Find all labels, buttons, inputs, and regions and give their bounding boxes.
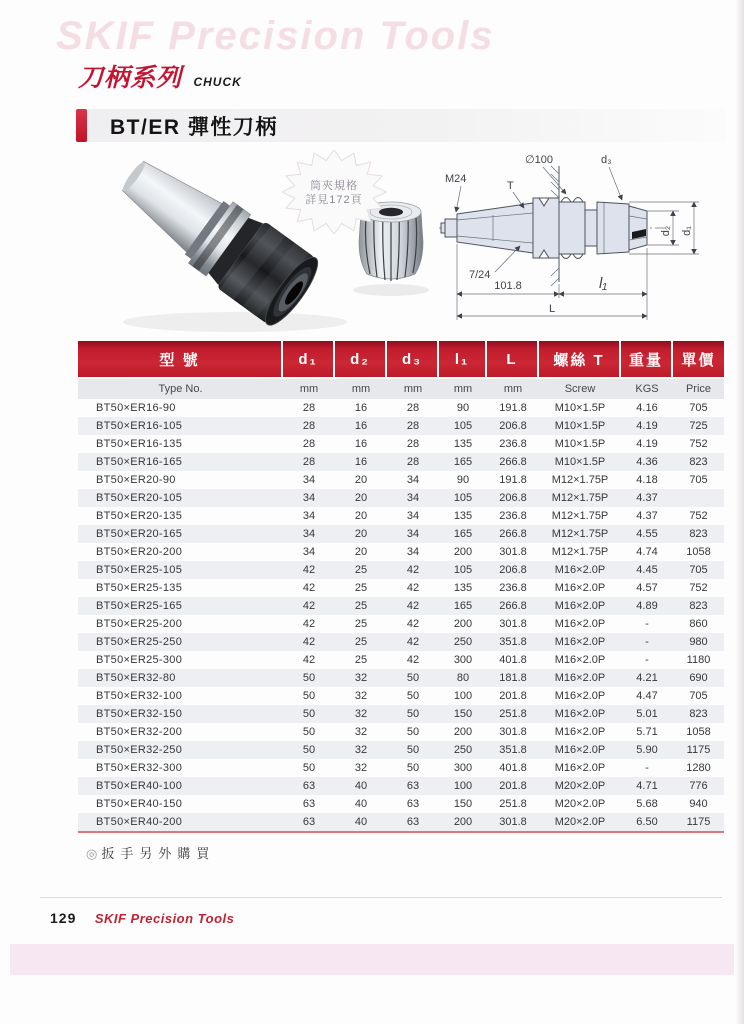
type-no-cell: BT50×ER16-165 (78, 453, 283, 471)
value-cell: 50 (387, 741, 439, 759)
series-subtitle: CHUCK (193, 75, 242, 89)
value-cell: 301.8 (499, 546, 527, 558)
type-no-cell: BT50×ER20-135 (96, 510, 183, 522)
type-no-cell: BT50×ER20-200 (96, 546, 183, 558)
value-cell: 135 (453, 582, 473, 594)
value-cell: 25 (335, 633, 387, 651)
value-cell: 28 (387, 417, 439, 435)
value-cell: 42 (302, 654, 316, 666)
value-cell: 28 (302, 402, 316, 414)
value-cell: 42 (406, 618, 420, 630)
spec-table (78, 341, 724, 833)
type-no-cell: BT50×ER25-200 (96, 618, 183, 630)
type-no-cell: BT50×ER25-300 (96, 654, 183, 666)
value-cell: 1175 (673, 813, 724, 831)
callout-line2: 詳見172頁 (305, 194, 363, 206)
value-cell: 25 (335, 597, 387, 615)
value-cell: 1180 (686, 654, 711, 666)
value-cell: 50 (406, 690, 420, 702)
value-cell: M16×2.0P (539, 561, 621, 579)
value-cell: 191.8 (499, 474, 527, 486)
table-units-row (78, 377, 724, 399)
type-no-cell: BT50×ER40-150 (96, 798, 183, 810)
starburst-shape (282, 150, 386, 234)
value-cell: 4.89 (621, 597, 673, 615)
type-no-cell: BT50×ER25-135 (96, 582, 183, 594)
value-cell: 301.8 (499, 618, 527, 630)
table-row (78, 687, 724, 705)
value-cell: 4.57 (636, 582, 658, 594)
value-cell: 752 (689, 438, 708, 450)
value-cell: 90 (456, 474, 470, 486)
footer-rule (40, 897, 722, 898)
page-number: 129 (50, 910, 77, 926)
value-cell: 4.47 (636, 690, 658, 702)
value-cell: 20 (354, 510, 368, 522)
table-row (78, 561, 724, 579)
value-cell: M16×2.0P (554, 654, 606, 666)
value-cell: 705 (689, 474, 708, 486)
value-cell: 28 (387, 453, 439, 471)
value-cell: 201.8 (487, 777, 539, 795)
value-cell: 752 (689, 582, 708, 594)
type-no-cell: BT50×ER25-105 (78, 561, 283, 579)
value-cell: 300 (453, 762, 473, 774)
value-cell: 34 (302, 510, 316, 522)
value-cell: 28 (406, 402, 420, 414)
value-cell: 181.8 (487, 669, 539, 687)
value-cell: 63 (387, 813, 439, 831)
value-cell: 63 (302, 798, 316, 810)
value-cell: 5.68 (636, 798, 658, 810)
value-cell: 401.8 (499, 762, 527, 774)
value-cell: 32 (335, 669, 387, 687)
value-cell: M10×1.5P (539, 453, 621, 471)
type-no-cell: BT50×ER25-165 (78, 597, 283, 615)
table-row (78, 471, 724, 489)
type-no-cell: BT50×ER32-200 (96, 726, 183, 738)
section-accent-bar (76, 109, 87, 142)
table-row (78, 543, 724, 561)
value-cell: 32 (335, 705, 387, 723)
table-row (78, 579, 724, 597)
type-no-cell: BT50×ER16-90 (96, 402, 176, 414)
value-cell: 135 (453, 510, 473, 522)
value-cell: M12×1.75P (539, 525, 621, 543)
value-cell: 4.16 (636, 402, 658, 414)
value-cell: 206.8 (487, 417, 539, 435)
value-cell: 980 (673, 633, 724, 651)
col-unit-5: mm (487, 377, 539, 399)
value-cell: 4.18 (636, 474, 658, 486)
value-cell: 34 (387, 525, 439, 543)
col-header-1: d₁ (283, 341, 335, 377)
value-cell: 20 (335, 489, 387, 507)
value-cell: 823 (673, 705, 724, 723)
series-title-row (78, 58, 242, 94)
value-cell: 25 (354, 654, 368, 666)
value-cell: 34 (406, 474, 420, 486)
value-cell: 250 (439, 633, 487, 651)
col-header-4: l₁ (439, 341, 487, 377)
value-cell: 50 (406, 762, 420, 774)
type-no-cell: BT50×ER20-105 (78, 489, 283, 507)
value-cell: M16×2.0P (554, 582, 606, 594)
value-cell: 5.90 (621, 741, 673, 759)
value-cell: 42 (302, 618, 316, 630)
value-cell: 4.71 (621, 777, 673, 795)
value-cell: 206.8 (487, 489, 539, 507)
col-header-8: 單價 (673, 341, 724, 377)
value-cell: 236.8 (499, 510, 527, 522)
col-header-2: d₂ (335, 341, 387, 377)
table-row (78, 723, 724, 741)
type-no-cell: BT50×ER32-100 (96, 690, 183, 702)
value-cell: 4.55 (621, 525, 673, 543)
value-cell: M12×1.75P (551, 474, 609, 486)
value-cell: 351.8 (487, 741, 539, 759)
value-cell: 20 (335, 525, 387, 543)
next-page-edge (10, 944, 734, 975)
table-row (78, 597, 724, 615)
value-cell: M20×2.0P (554, 798, 606, 810)
value-cell: 200 (453, 726, 473, 738)
chuck-shadow (123, 312, 347, 332)
value-cell: M10×1.5P (554, 402, 606, 414)
label-length: L (548, 303, 556, 315)
label-gauge-length: 101.8 (494, 280, 522, 292)
value-cell: M16×2.0P (539, 741, 621, 759)
value-cell: 34 (283, 489, 335, 507)
col-header-5: L (487, 341, 539, 377)
value-cell: 823 (673, 597, 724, 615)
value-cell: 251.8 (499, 798, 527, 810)
table-row (78, 615, 724, 633)
value-cell: 32 (354, 762, 368, 774)
value-cell: 34 (302, 474, 316, 486)
value-cell: 63 (406, 798, 420, 810)
label-t: T (507, 180, 514, 192)
col-unit-6: Screw (539, 377, 621, 399)
value-cell: 4.37 (621, 489, 673, 507)
value-cell: 690 (673, 669, 724, 687)
type-no-cell: BT50×ER40-100 (78, 777, 283, 795)
value-cell: 40 (335, 813, 387, 831)
label-d1: d₁ (681, 226, 693, 236)
value-cell: M12×1.75P (551, 510, 609, 522)
value-cell: 32 (354, 726, 368, 738)
value-cell: 165 (439, 597, 487, 615)
col-unit-4: mm (439, 377, 487, 399)
footnote-text: 扳手另外購買 (101, 846, 216, 861)
value-cell: 42 (387, 597, 439, 615)
value-cell: 100 (439, 777, 487, 795)
value-cell: 50 (283, 741, 335, 759)
value-cell: 5.01 (621, 705, 673, 723)
value-cell: 42 (387, 633, 439, 651)
value-cell: 725 (673, 417, 724, 435)
table-row (78, 669, 724, 687)
value-cell: 705 (689, 690, 708, 702)
col-unit-3: mm (387, 377, 439, 399)
value-cell: 50 (283, 669, 335, 687)
value-cell: 165 (439, 525, 487, 543)
callout-line1: 筒夾規格 (310, 180, 358, 192)
value-cell: 705 (673, 561, 724, 579)
value-cell: 191.8 (499, 402, 527, 414)
value-cell: 752 (689, 510, 708, 522)
value-cell: 250 (439, 741, 487, 759)
watermark: SKIF Precision Tools (56, 14, 495, 58)
collet-shadow (353, 284, 429, 296)
type-no-cell: BT50×ER16-105 (78, 417, 283, 435)
value-cell: 4.19 (636, 438, 658, 450)
value-cell: 200 (439, 813, 487, 831)
value-cell: M16×2.0P (554, 618, 606, 630)
value-cell: 50 (302, 726, 316, 738)
table-row (78, 633, 724, 651)
value-cell: 42 (283, 597, 335, 615)
value-cell: 206.8 (487, 561, 539, 579)
value-cell: 5.71 (636, 726, 658, 738)
value-cell: 105 (439, 417, 487, 435)
table-row (78, 525, 724, 543)
type-no-cell: BT50×ER40-200 (78, 813, 283, 831)
value-cell: 34 (406, 510, 420, 522)
label-thread: M24 (445, 173, 467, 185)
technical-drawing (433, 150, 725, 335)
col-header-7: 重量 (621, 341, 673, 377)
value-cell: 266.8 (487, 453, 539, 471)
value-cell: 705 (689, 402, 708, 414)
value-cell: 1058 (686, 726, 711, 738)
value-cell: 401.8 (499, 654, 527, 666)
value-cell: 823 (673, 453, 724, 471)
value-cell: 32 (354, 690, 368, 702)
value-cell: 200 (453, 546, 473, 558)
value-cell (673, 489, 724, 507)
value-cell: M16×2.0P (539, 669, 621, 687)
footnote-bullet: ◎ (86, 846, 98, 861)
value-cell: - (645, 654, 649, 666)
col-unit-7: KGS (621, 377, 673, 399)
brand-name: SKIF Precision Tools (94, 911, 235, 926)
table-row (78, 453, 724, 471)
table-row (78, 399, 724, 417)
footnote (86, 843, 215, 862)
table-row (78, 741, 724, 759)
label-dia100: ∅100 (525, 154, 553, 166)
value-cell: 28 (302, 438, 316, 450)
value-cell: 42 (283, 561, 335, 579)
value-cell: M16×2.0P (539, 705, 621, 723)
value-cell: 42 (302, 582, 316, 594)
value-cell: M16×2.0P (554, 690, 606, 702)
value-cell: M20×2.0P (539, 813, 621, 831)
value-cell: 940 (689, 798, 708, 810)
value-cell: M16×2.0P (554, 726, 606, 738)
value-cell: 42 (387, 561, 439, 579)
label-l1: l₁ (598, 275, 608, 292)
value-cell: M10×1.5P (554, 438, 606, 450)
value-cell: 776 (673, 777, 724, 795)
value-cell: 32 (335, 741, 387, 759)
value-cell: 34 (406, 546, 420, 558)
value-cell: 20 (354, 474, 368, 486)
type-no-cell: BT50×ER32-300 (96, 762, 183, 774)
col-unit-1: mm (283, 377, 335, 399)
value-cell: 266.8 (487, 525, 539, 543)
value-cell: 236.8 (499, 438, 527, 450)
value-cell: 105 (439, 561, 487, 579)
value-cell: 135 (453, 438, 473, 450)
type-no-cell: BT50×ER20-165 (78, 525, 283, 543)
value-cell: 40 (335, 777, 387, 795)
value-cell: 16 (335, 417, 387, 435)
type-no-cell: BT50×ER20-90 (96, 474, 176, 486)
value-cell: 266.8 (487, 597, 539, 615)
col-header-3: d₃ (387, 341, 439, 377)
table-header-row (78, 341, 724, 377)
value-cell: 40 (354, 798, 368, 810)
section-title-band (76, 109, 726, 142)
col-header-0: 型 號 (78, 341, 283, 377)
value-cell: 25 (354, 618, 368, 630)
value-cell: M10×1.5P (539, 417, 621, 435)
value-cell: 200 (453, 618, 473, 630)
label-taper: 7/24 (469, 269, 491, 281)
value-cell: 80 (439, 669, 487, 687)
value-cell: 34 (283, 525, 335, 543)
type-no-cell: BT50×ER32-250 (78, 741, 283, 759)
value-cell: M16×2.0P (539, 597, 621, 615)
value-cell: 63 (283, 777, 335, 795)
value-cell: 50 (302, 762, 316, 774)
value-cell: 860 (689, 618, 708, 630)
value-cell: 4.37 (636, 510, 658, 522)
value-cell: 16 (354, 438, 368, 450)
value-cell: 20 (354, 546, 368, 558)
value-cell: 16 (335, 453, 387, 471)
col-unit-0: Type No. (78, 377, 283, 399)
value-cell: 351.8 (487, 633, 539, 651)
table-row (78, 417, 724, 435)
col-header-6: 螺絲 T (539, 341, 621, 377)
value-cell: 100 (453, 690, 473, 702)
table-row (78, 795, 724, 813)
value-cell: 63 (387, 777, 439, 795)
value-cell: 42 (406, 654, 420, 666)
value-cell: M12×1.75P (539, 489, 621, 507)
value-cell: 50 (387, 705, 439, 723)
type-no-cell: BT50×ER32-150 (78, 705, 283, 723)
type-no-cell: BT50×ER25-250 (78, 633, 283, 651)
collet-spec-callout (276, 150, 392, 234)
value-cell: M20×2.0P (539, 777, 621, 795)
value-cell: 63 (283, 813, 335, 831)
value-cell: 28 (406, 438, 420, 450)
value-cell: 150 (453, 798, 473, 810)
value-cell: - (621, 633, 673, 651)
value-cell: 28 (283, 417, 335, 435)
value-cell: 1175 (673, 741, 724, 759)
value-cell: 50 (406, 726, 420, 738)
label-d2: d₂ (660, 225, 672, 237)
value-cell: - (645, 618, 649, 630)
value-cell: 301.8 (499, 726, 527, 738)
value-cell: 90 (456, 402, 470, 414)
value-cell: M16×2.0P (554, 762, 606, 774)
value-cell: 1280 (686, 762, 711, 774)
value-cell: 823 (673, 525, 724, 543)
value-cell: 16 (354, 402, 368, 414)
value-cell: - (645, 762, 649, 774)
value-cell: 105 (439, 489, 487, 507)
page-footer (50, 910, 234, 928)
table-row (78, 435, 724, 453)
value-cell: 236.8 (499, 582, 527, 594)
value-cell: 251.8 (487, 705, 539, 723)
type-no-cell: BT50×ER16-135 (96, 438, 183, 450)
value-cell: M12×1.75P (551, 546, 609, 558)
value-cell: 50 (283, 705, 335, 723)
table-row (78, 489, 724, 507)
value-cell: 42 (283, 633, 335, 651)
col-unit-8: Price (673, 377, 724, 399)
value-cell: 1058 (686, 546, 711, 558)
table-row (78, 507, 724, 525)
type-no-cell: BT50×ER32-80 (78, 669, 283, 687)
value-cell: 50 (387, 669, 439, 687)
value-cell: 4.21 (621, 669, 673, 687)
table-row (78, 705, 724, 723)
value-cell: 4.19 (621, 417, 673, 435)
value-cell: 300 (453, 654, 473, 666)
value-cell: 165 (439, 453, 487, 471)
value-cell: 28 (283, 453, 335, 471)
table-row (78, 777, 724, 795)
value-cell: 4.74 (636, 546, 658, 558)
value-cell: 25 (354, 582, 368, 594)
value-cell: 50 (302, 690, 316, 702)
value-cell: 25 (335, 561, 387, 579)
value-cell: 34 (302, 546, 316, 558)
series-title: 刀柄系列 (78, 64, 183, 92)
value-cell: 34 (387, 489, 439, 507)
table-row (78, 759, 724, 777)
section-title: BT/ER 彈性刀柄 (110, 115, 278, 139)
value-cell: 4.45 (621, 561, 673, 579)
value-cell: 42 (406, 582, 420, 594)
label-d3: d₃ (601, 154, 612, 166)
value-cell: M16×2.0P (539, 633, 621, 651)
holder-section (441, 198, 647, 259)
table-body (78, 399, 724, 831)
value-cell: 201.8 (499, 690, 527, 702)
col-unit-2: mm (335, 377, 387, 399)
table-row (78, 651, 724, 669)
value-cell: 150 (439, 705, 487, 723)
value-cell: 4.36 (621, 453, 673, 471)
value-cell: 301.8 (487, 813, 539, 831)
table-row (78, 813, 724, 831)
value-cell: 6.50 (621, 813, 673, 831)
